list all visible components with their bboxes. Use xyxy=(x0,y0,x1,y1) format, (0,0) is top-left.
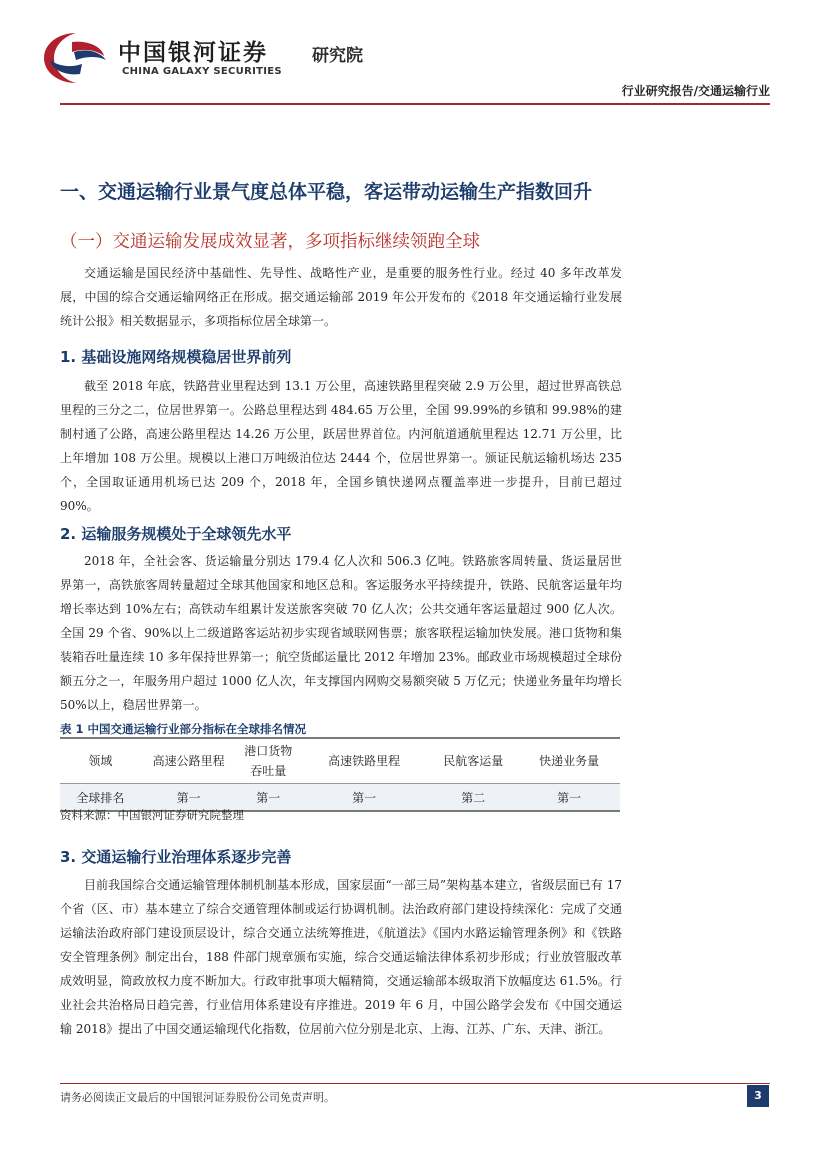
ranking-table xyxy=(60,737,620,812)
brand-logo xyxy=(40,28,363,88)
brand-name-en: CHINA GALAXY SECURITIES xyxy=(122,66,282,77)
table-cell: 第一 xyxy=(557,790,582,805)
table-caption: 表 1 中国交通运输行业部分指标在全球排名情况 xyxy=(60,722,307,736)
header-divider xyxy=(60,103,770,105)
table-header-row xyxy=(60,738,620,784)
section-title: 一、交通运输行业景气度总体平稳，客运带动运输生产指数回升 xyxy=(60,181,593,203)
intro-paragraph: 交通运输是国民经济中基础性、先导性、战略性产业，是重要的服务性行业。经过 40 多年改革发展，中国的综合交通运输网络正在形成。据交通运输部 2019 年公开发布的《2018 年交通运输行业发展统计公报》相关数据显示，多项指标位居全球第一。 xyxy=(60,266,622,328)
page-number: 3 xyxy=(747,1085,769,1107)
paragraph-transport-services: 2018 年，全社会客、货运输量分别达 179.4 亿人次和 506.3 亿吨。铁路旅客周转量、货运量居世界第一，高铁旅客周转量超过全球其他国家和地区总和。客运服务水平持续提升，铁路、民航客运量年均增长率达到 10%左右；高铁动车组累计发送旅客突破 70 亿人次；公共交通年客运量超过 900 亿人次。全国 29 个省、90%以上二级道路客运站初步实现省域联网售票；旅客联程运输加快发展。港口货物和集装箱吞吐量连续 10 多年保持世界第一；航空货邮运量比 2012 年增加 23%。邮政业市场规模超过全球份额五分之一，年服务用户超过 1000 亿人次，年支撑国内网购交易额突破 5 万亿元；快递业务量年均增长 50%以上，稳居世界第一。 xyxy=(60,554,622,712)
brand-division: 研究院 xyxy=(312,46,363,66)
heading-governance: 3. 交通运输行业治理体系逐步完善 xyxy=(60,848,292,866)
heading-transport-services: 2. 运输服务规模处于全球领先水平 xyxy=(60,525,292,543)
table-cell: 第一 xyxy=(256,790,281,805)
table-cell: 第二 xyxy=(461,790,486,805)
table-row-label: 全球排名 xyxy=(76,790,125,805)
footer-disclaimer: 请务必阅读正文最后的中国银河证券股份公司免责声明。 xyxy=(60,1091,335,1104)
report-type-label: 行业研究报告/交通运输行业 xyxy=(621,84,770,98)
footer-divider xyxy=(60,1083,770,1084)
subsection-title: （一）交通运输发展成效显著，多项指标继续领跑全球 xyxy=(60,232,480,252)
table-header-cell: 民航客运量 xyxy=(443,754,504,768)
table-header-cell: 港口货物吞吐量 xyxy=(244,744,293,778)
table-header-cell: 高速公路里程 xyxy=(152,754,225,768)
brand-name-cn: 中国银河证券 xyxy=(118,40,268,66)
table-cell: 第一 xyxy=(176,790,201,805)
table-header-cell: 快递业务量 xyxy=(539,754,600,768)
table-cell: 第一 xyxy=(352,790,377,805)
paragraph-governance: 目前我国综合交通运输管理体制机制基本形成，国家层面“一部三局”架构基本建立，省级层面已有 17 个省（区、市）基本建立了综合交通管理体制或运行协调机制。法治政府部门建设持续深化：完成了交通运输法治政府部门建设顶层设计，综合交通立法统筹推进，《航道法》《国内水路运输管理条例》和《铁路安全管理条例》制定出台，188 件部门规章颁布实施，综合交通运输法律体系初步形成；行业放管服改革成效明显，简政放权力度不断加大。行政审批事项大幅精简，交通运输部本级取消下放幅度达 61.5%。行业社会共治格局日趋完善，行业信用体系建设有序推进。2019 年 6 月，中国公路学会发布《中国交通运输 2018》提出了中国交通运输现代化指数，位居前六位分别是北京、上海、江苏、广东、天津、浙江。 xyxy=(60,878,622,1036)
table-header-cell: 高速铁路里程 xyxy=(328,754,401,768)
table-header-cell: 领域 xyxy=(88,754,113,768)
table-source: 资料来源：中国银河证券研究院整理 xyxy=(60,808,244,822)
galaxy-logo-icon xyxy=(40,30,112,86)
paragraph-infrastructure: 截至 2018 年底，铁路营业里程达到 13.1 万公里，高速铁路里程突破 2.9 万公里，超过世界高铁总里程的三分之二，位居世界第一。公路总里程达到 484.65 万公里，全国 99.99%的乡镇和 99.98%的建制村通了公路，高速公路里程达 14.26 万公里，跃居世界首位。内河航道通航里程达 12.71 万公里，比上年增加 108 万公里。规模以上港口万吨级泊位达 2444 个，位居世界第一。颁证民航运输机场达 235 个，全国取证通用机场已达 209 个，2018 年，全国乡镇快递网点覆盖率进一步提升，目前已超过 90%。 xyxy=(60,379,622,513)
heading-infrastructure: 1. 基础设施网络规模稳居世界前列 xyxy=(60,348,292,366)
